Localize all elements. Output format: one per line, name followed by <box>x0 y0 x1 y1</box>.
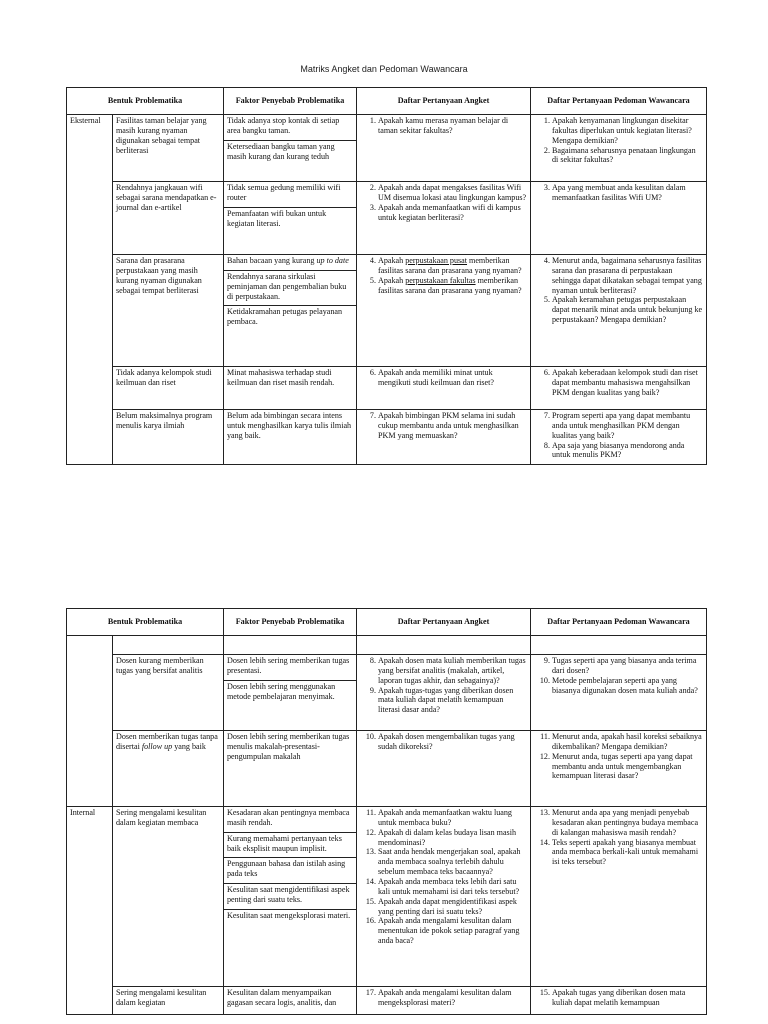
bentuk-text: Dosen memberikan tugas tanpa disertai <box>116 732 218 751</box>
faktor-item: Tidak adanya stop kontak di setiap area bangku taman. <box>224 115 356 141</box>
header-bentuk: Bentuk Problematika <box>67 88 224 115</box>
angket-item: 6. Apakah anda memiliki minat untuk mengikuti studi keilmuan dan riset? <box>378 368 527 388</box>
faktor-item: Kesadaran akan pentingnya membaca masih rendah. <box>224 807 356 833</box>
faktor-item: Kurang memahami pertanyaan teks baik eksplisit maupun implisit. <box>224 833 356 859</box>
table-row <box>67 731 707 807</box>
bentuk-cell: Sering mengalami kesulitan dalam kegiatan membaca <box>113 807 224 987</box>
angket-item: 7. Apakah bimbingan PKM selama ini sudah cukup membantu anda untuk menghasilkan PKM yang memuaskan? <box>378 411 527 441</box>
wawancara-item: 11. Menurut anda, apakah hasil koreksi sebaiknya dikembalikan? Mengapa demikian? <box>552 732 703 752</box>
angket-item: 16. Apakah anda mengalami kesulitan dalam menentukan ide pokok setiap paragraf yang anda baca? <box>378 916 527 946</box>
header-bentuk: Bentuk Problematika <box>67 609 224 636</box>
wawancara-item: 6. Apakah keberadaan kelompok studi dan riset dapat membantu mahasiswa mengahsilkan PKM dengan kualitas yang baik? <box>552 368 703 398</box>
angket-cell <box>357 115 531 182</box>
faktor-italic-text: up to date <box>316 256 349 265</box>
empty-cell <box>357 636 531 655</box>
faktor-cell <box>224 807 357 987</box>
table-row <box>67 182 707 255</box>
faktor-cell <box>224 255 357 367</box>
faktor-item: Kesulitan saat mengeksplorasi materi. <box>227 910 351 920</box>
bentuk-cell: Fasilitas taman belajar yang masih kurang nyaman digunakan sebagai tempat berliterasi <box>113 115 224 182</box>
wawancara-item: 15. Apakah tugas yang diberikan dosen mata kuliah dapat melatih kemampuan <box>552 988 703 1008</box>
table-row <box>67 807 707 987</box>
category-empty <box>67 636 113 807</box>
faktor-item: Minat mahasiswa terhadap studi keilmuan dan riset masih rendah. <box>227 368 335 387</box>
angket-underlined-text: perpustakaan fakultas <box>405 275 476 285</box>
faktor-cell <box>224 731 357 807</box>
angket-item: 17. Apakah anda mengalami kesulitan dalam mengeksplorasi materi? <box>378 988 527 1008</box>
angket-item: 2. Apakah anda dapat mengakses fasilitas Wifi UM disemua lokasi atau lingkungan kampus? <box>378 183 527 203</box>
header-angket: Daftar Pertanyaan Angket <box>357 609 531 636</box>
wawancara-item: 13. Menurut anda apa yang menjadi penyebab kesadaran akan pentingnya budaya membaca di kalangan mahasiswa masih rendah? <box>552 808 703 838</box>
angket-item: 11. Apakah anda memanfaatkan waktu luang untuk membaca buku? <box>378 808 527 828</box>
wawancara-cell <box>531 655 707 731</box>
matrix-table-2 <box>66 608 707 1015</box>
table-row <box>67 255 707 367</box>
table-row <box>67 655 707 731</box>
table-header-row <box>67 88 707 115</box>
bentuk-cell: Dosen kurang memberikan tugas yang bersifat analitis <box>113 655 224 731</box>
empty-row <box>67 636 707 655</box>
angket-text: memberikan fasilitas sarana dan prasarana yang nyaman? <box>378 275 522 295</box>
faktor-item: Kesulitan dalam menyampaikan gagasan secara logis, analitis, dan <box>227 988 337 1007</box>
angket-underlined-text: perpustakaan pusat <box>405 256 468 265</box>
angket-item: 8. Apakah dosen mata kuliah memberikan tugas yang bersifat analitis (makalah, artikel, laporan tugas akhir, dan sebagainya)? <box>378 656 527 686</box>
bentuk-text: yang baik <box>172 741 206 751</box>
wawancara-item: 10. Metode pembelajaran seperti apa yang biasanya digunakan dosen mata kuliah anda? <box>552 676 703 696</box>
faktor-item: Ketidakramahan petugas pelayanan pembaca. <box>227 307 343 327</box>
faktor-cell <box>224 410 357 465</box>
wawancara-cell <box>531 255 707 367</box>
wawancara-item: 1. Apakah kenyamanan lingkungan disekitar fakultas diperlukan untuk kegiatan literasi? Mengapa demikian? <box>552 116 703 146</box>
wawancara-item: 2. Bagaimana seharusnya penataan lingkungan di sekitar fakultas? <box>552 146 703 166</box>
header-wawancara: Daftar Pertanyaan Pedoman Wawancara <box>531 609 707 636</box>
bentuk-cell: Sarana dan prasarana perpustakaan yang masih kurang nyaman digunakan sebagai tempat berliterasi <box>113 255 224 367</box>
faktor-item: Rendahnya sarana sirkulasi peminjaman dan pengembalian buku di perpustakaan. <box>224 271 356 307</box>
angket-text: Apakah <box>378 256 406 265</box>
angket-cell <box>357 655 531 731</box>
bentuk-italic-text: follow up <box>141 741 173 751</box>
category-internal: Internal <box>67 807 113 1015</box>
faktor-item: Tidak semua gedung memiliki wifi router <box>224 182 356 208</box>
faktor-item: Pemanfaatan wifi bukan untuk kegiatan literasi. <box>227 208 327 228</box>
faktor-item: Belum ada bimbingan secara intens untuk menghasilkan karya tulis ilmiah yang baik. <box>227 411 352 440</box>
wawancara-cell <box>531 987 707 1015</box>
table-row <box>67 367 707 410</box>
empty-cell <box>113 636 224 655</box>
faktor-item: Dosen lebih sering memberikan tugas presentasi. <box>224 655 356 681</box>
bentuk-cell: Rendahnya jangkauan wifi sebagai sarana mendapatkan e-journal dan e-artikel <box>113 182 224 255</box>
wawancara-cell <box>531 115 707 182</box>
angket-item: 12. Apakah di dalam kelas budaya lisan masih mendominasi? <box>378 828 527 848</box>
angket-item: 1. Apakah kamu merasa nyaman belajar di taman sekitar fakultas? <box>378 116 527 136</box>
table-row <box>67 115 707 182</box>
faktor-cell <box>224 655 357 731</box>
faktor-cell <box>224 367 357 410</box>
angket-item <box>378 276 527 296</box>
angket-cell <box>357 731 531 807</box>
empty-cell <box>531 636 707 655</box>
faktor-cell <box>224 182 357 255</box>
angket-item: 3. Apakah anda memanfaatkan wifi di kampus untuk kegiatan berliterasi? <box>378 203 527 223</box>
wawancara-item: 14. Teks seperti apakah yang biasanya membuat anda membaca berkali-kali untuk memahami isi teks tersebut? <box>552 838 703 868</box>
faktor-cell <box>224 115 357 182</box>
wawancara-item: 8. Apa saja yang biasanya mendorong anda untuk menulis PKM? <box>552 441 703 461</box>
faktor-item: Kesulitan saat mengidentifikasi aspek penting dari suatu teks. <box>224 884 356 910</box>
wawancara-item: 9. Tugas seperti apa yang biasanya anda terima dari dosen? <box>552 656 703 676</box>
table-row <box>67 410 707 465</box>
bentuk-cell: Tidak adanya kelompok studi keilmuan dan riset <box>113 367 224 410</box>
angket-item: 10. Apakah dosen mengembalikan tugas yang sudah dikoreksi? <box>378 732 527 752</box>
angket-item: 9. Apakah tugas-tugas yang diberikan dosen mata kuliah dapat melatih kemampuan literasi dasar anda? <box>378 686 527 716</box>
wawancara-item: 3. Apa yang membuat anda kesulitan dalam memanfaatkan fasilitas Wifi UM? <box>552 183 703 203</box>
table-header-row <box>67 609 707 636</box>
faktor-item: Dosen lebih sering memberikan tugas menulis makalah-presentasi-pengumpulan makalah <box>227 732 350 761</box>
header-angket: Daftar Pertanyaan Angket <box>357 88 531 115</box>
angket-cell <box>357 807 531 987</box>
angket-text: memberikan fasilitas sarana dan prasarana yang nyaman? <box>378 256 522 275</box>
header-faktor: Faktor Penyebab Problematika <box>224 609 357 636</box>
angket-item: 14. Apakah anda membaca teks lebih dari satu kali untuk memahami isi dari teks tersebut? <box>378 877 527 897</box>
faktor-item: Penggunaan bahasa dan istilah asing pada teks <box>224 858 356 884</box>
angket-cell <box>357 255 531 367</box>
angket-cell <box>357 367 531 410</box>
bentuk-cell: Sering mengalami kesulitan dalam kegiatan <box>113 987 224 1015</box>
wawancara-item: 7. Program seperti apa yang dapat membantu anda untuk menghasilkan PKM dengan kualitas yang baik? <box>552 411 703 441</box>
wawancara-cell <box>531 807 707 987</box>
wawancara-item: 5. Apakah keramahan petugas perpustakaan dapat menarik minat anda untuk bekunjung ke perpustakaan? Mengapa demikian? <box>552 295 703 325</box>
angket-cell <box>357 410 531 465</box>
angket-item: 13. Saat anda hendak mengerjakan soal, apakah anda membaca soalnya terlebih dahulu sebelum membaca teks bacaannya? <box>378 847 527 877</box>
bentuk-cell <box>113 731 224 807</box>
faktor-item <box>224 255 356 271</box>
faktor-text: Bahan bacaan yang kurang <box>227 256 317 265</box>
wawancara-cell <box>531 367 707 410</box>
wawancara-item: 4. Menurut anda, bagaimana seharusnya fasilitas sarana dan prasarana di perpustakaan sehingga dapat dikatakan sebagai tempat yang nyaman untuk berliterasi? <box>552 256 703 295</box>
angket-item <box>378 256 527 276</box>
category-eksternal: Eksternal <box>67 115 113 465</box>
faktor-cell <box>224 987 357 1015</box>
faktor-item: Ketersediaan bangku taman yang masih kurang dan kurang teduh <box>227 141 335 161</box>
table-row <box>67 987 707 1015</box>
wawancara-cell <box>531 731 707 807</box>
faktor-item: Dosen lebih sering menggunakan metode pembelajaran menyimak. <box>227 681 336 701</box>
header-wawancara: Daftar Pertanyaan Pedoman Wawancara <box>531 88 707 115</box>
matrix-table-1 <box>66 87 707 465</box>
angket-item: 15. Apakah anda dapat mengidentifikasi aspek yang penting dari isi suatu teks? <box>378 897 527 917</box>
document-title: Matriks Angket dan Pedoman Wawancara <box>300 64 468 74</box>
angket-cell <box>357 182 531 255</box>
angket-text: Apakah <box>378 275 406 285</box>
empty-cell <box>224 636 357 655</box>
header-faktor: Faktor Penyebab Problematika <box>224 88 357 115</box>
wawancara-cell <box>531 182 707 255</box>
wawancara-cell <box>531 410 707 465</box>
bentuk-cell: Belum maksimalnya program menulis karya ilmiah <box>113 410 224 465</box>
wawancara-item: 12. Menurut anda, tugas seperti apa yang dapat membantu anda untuk mengembangkan kemampuan literasi dasar? <box>552 752 703 782</box>
angket-cell <box>357 987 531 1015</box>
